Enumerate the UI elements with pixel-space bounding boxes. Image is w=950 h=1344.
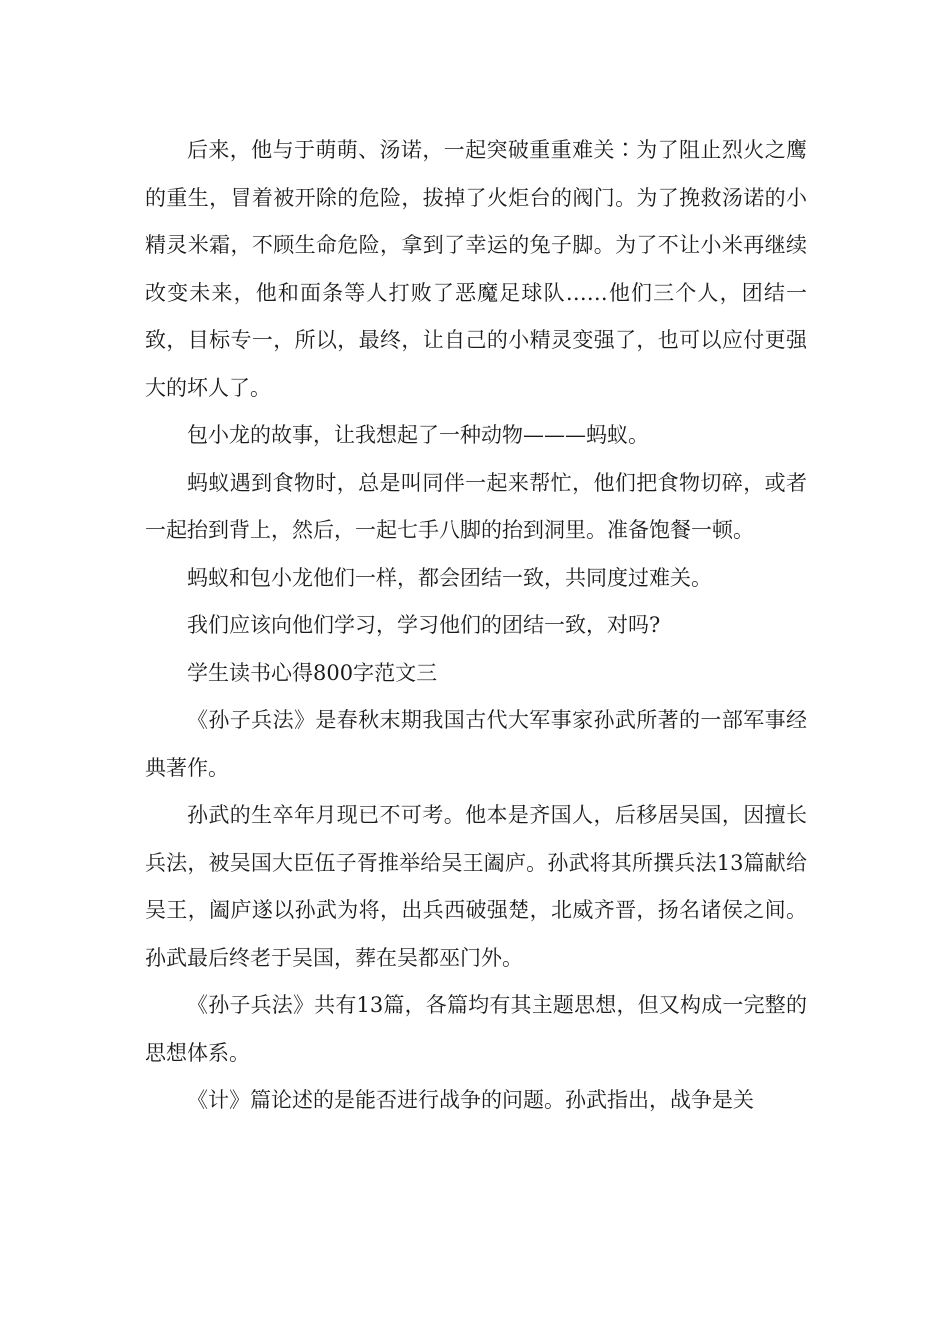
paragraph-4: 蚂蚁和包小龙他们一样，都会团结一致，共同度过难关。 <box>187 565 712 590</box>
paragraph-3: 蚂蚁遇到食物时，总是叫同伴一起来帮忙，他们把食物切碎，或者一起抬到背上，然后，一起七手八脚的抬到洞里。准备饱餐一顿。 <box>145 470 807 542</box>
paragraph-2: 包小龙的故事，让我想起了一种动物———蚂蚁。 <box>187 423 649 447</box>
paragraph-9: 《孙子兵法》共有13篇，各篇均有其主题思想，但又构成一完整的思想体系。 <box>145 993 807 1065</box>
paragraph-5: 我们应该向他们学习，学习他们的团结一致，对吗? <box>187 613 661 637</box>
section-heading: 学生读书心得800字范文三 <box>187 660 438 685</box>
paragraph-8: 孙武的生卒年月现已不可考。他本是齐国人，后移居吴国，因擅长兵法，被吴国大臣伍子胥推举给吴王阖庐。孙武将其所撰兵法13篇献给吴王，阖庐遂以孙武为将，出兵西破强楚，北威齐晋，扬名诸侯之间。孙武最后终老于吴国，葬在吴都巫门外。 <box>145 803 807 970</box>
document-body <box>145 127 807 1125</box>
paragraph-7: 《孙子兵法》是春秋末期我国古代大军事家孙武所著的一部军事经典著作。 <box>145 708 807 780</box>
paragraph-10: 《计》篇论述的是能否进行战争的问题。孙武指出，战争是关 <box>187 1088 754 1112</box>
paragraph-1: 后来，他与于萌萌、汤诺，一起突破重重难关∶为了阻止烈火之鹰的重生，冒着被开除的危险，拔掉了火炬台的阀门。为了挽救汤诺的小精灵米霜，不顾生命危险，拿到了幸运的兔子脚。为了不让小米再继续改变未来，他和面条等人打败了恶魔足球队……他们三个人，团结一致，目标专一，所以，最终，让自己的小精灵变强了，也可以应付更强大的坏人了。 <box>145 138 807 400</box>
